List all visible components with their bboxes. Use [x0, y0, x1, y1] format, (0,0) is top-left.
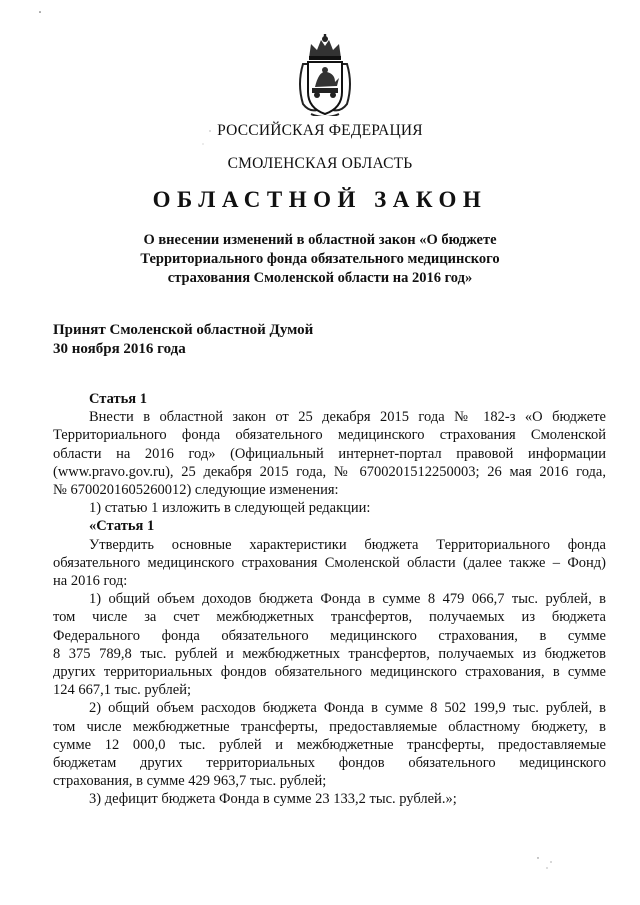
paragraph-line: № 6700201605260012) следующие изменения: [53, 482, 339, 499]
paragraph-line: 2) общий объем расходов бюджета Фонда в сумме 8 502 199,9 тыс. рублей, в [89, 700, 606, 717]
paragraph-line: Федерального фонда обязательного медицинского страхования, в сумме [53, 627, 606, 644]
paragraph-line: области на 2016 год» (Официальный интернет-портал правовой информации [53, 445, 606, 462]
subject-line: страхования Смоленской области на 2016 год» [167, 270, 473, 286]
region-title: СМОЛЕНСКАЯ ОБЛАСТЬ [227, 155, 413, 172]
subject-line: Территориального фонда обязательного медицинского [140, 251, 500, 267]
adopted-by: Принят Смоленской областной Думой [53, 322, 314, 338]
paragraph-line: бюджетам других территориальных фондов обязательного медицинского [53, 755, 606, 772]
paragraph-line: том числе межбюджетные трансферты, предоставляемые областному бюджету, в [53, 718, 606, 735]
amendment-item: 1) статью 1 изложить в следующей редакции: [89, 500, 371, 517]
paragraph-line: страхования, в сумме 429 963,7 тыс. рублей; [53, 773, 327, 790]
paragraph-line: 8 375 789,8 тыс. рублей и межбюджетных трансфертов, получаемых из бюджетов [53, 645, 606, 662]
paragraph-line: 3) дефицит бюджета Фонда в сумме 23 133,2 тыс. рублей.»; [89, 791, 457, 808]
adoption-date: 30 ноября 2016 года [53, 341, 186, 357]
quoted-article-heading: «Статья 1 [89, 518, 155, 535]
paragraph-line: том числе за счет межбюджетных трансфертов, получаемых из бюджета [53, 609, 606, 626]
article-heading: Статья 1 [89, 391, 147, 407]
country-title: РОССИЙСКАЯ ФЕДЕРАЦИЯ [217, 122, 423, 139]
paragraph-line: (www.pravo.gov.ru), 25 декабря 2015 года, № 6700201512250003; 26 мая 2016 года, [53, 463, 606, 480]
paragraph-line: Утвердить основные характеристики бюджета Территориального фонда [89, 536, 606, 553]
paragraph-line: 1) общий объем доходов бюджета Фонда в сумме 8 479 066,7 тыс. рублей, в [89, 591, 606, 608]
paragraph-line: обязательного медицинского страхования Смоленской области (далее также – Фонд) [53, 554, 606, 571]
subject-line: О внесении изменений в областной закон «О бюджете [143, 232, 497, 248]
paragraph-line: 124 667,1 тыс. рублей; [53, 682, 191, 699]
paragraph-line: сумме 12 000,0 тыс. рублей и межбюджетные трансферты, предоставляемые [53, 736, 606, 753]
paragraph-line: других территориальных фондов обязательного медицинского страхования, в сумме [53, 664, 606, 681]
paragraph-line: Внести в областной закон от 25 декабря 2015 года № 182-з «О бюджете [89, 409, 606, 426]
document-type-title: ОБЛАСТНОЙ ЗАКОН [152, 187, 488, 212]
paragraph-line: на 2016 год: [53, 573, 128, 590]
paragraph-line: Территориального фонда обязательного медицинского страхования Смоленской [53, 427, 606, 444]
